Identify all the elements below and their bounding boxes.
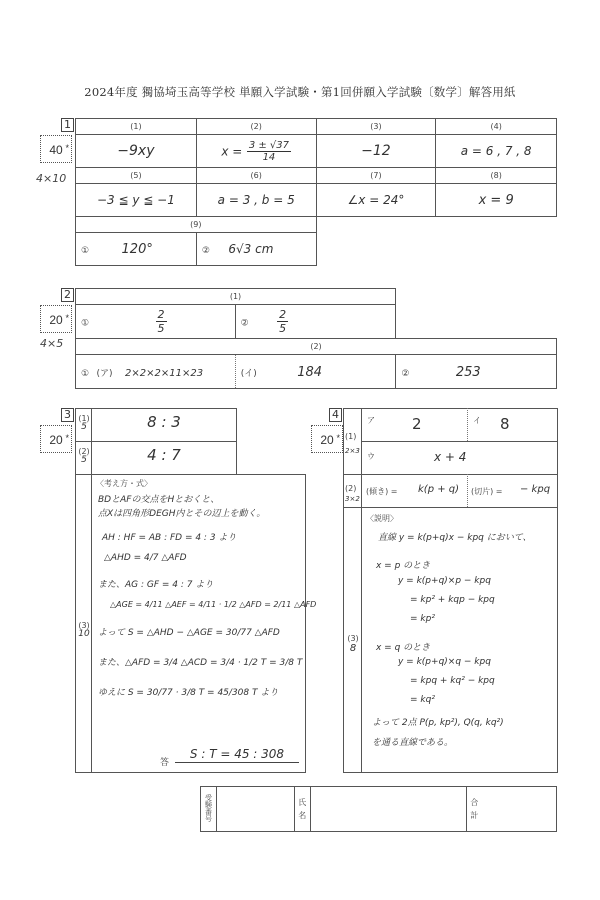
slope-value: k(p + q) xyxy=(418,484,460,495)
part-label: (1) xyxy=(78,414,90,423)
sub-label-u: ウ xyxy=(367,452,375,461)
part-points: 8 xyxy=(349,643,357,654)
label-4-2 xyxy=(345,484,361,504)
answer-1-4[interactable]: a = 6 , 7 , 8 xyxy=(436,135,557,168)
sub-label-i: (イ) xyxy=(240,368,257,379)
answer-1-9-1[interactable] xyxy=(76,233,197,266)
answer-4-u[interactable] xyxy=(362,442,557,474)
answer-1-1[interactable]: −9xy xyxy=(76,135,197,168)
answer-2-1-1-fraction xyxy=(156,308,167,335)
part-label: (3) xyxy=(78,621,90,630)
part-label: (1) xyxy=(345,432,357,441)
answer-table-2-2 xyxy=(75,338,557,389)
label-3-2 xyxy=(78,447,90,465)
numerator: 2 xyxy=(279,308,287,321)
total-label-1: 合 xyxy=(470,798,479,807)
exam-number-field[interactable] xyxy=(216,787,294,832)
answer-4-slope[interactable] xyxy=(362,475,467,507)
numerator: 3 ± √37 xyxy=(248,139,290,151)
explain-line: x = q のとき xyxy=(376,643,431,653)
work-line: よって S = △AHD − △AGE = 30/77 △AFD xyxy=(98,628,280,638)
part-points: 5 xyxy=(81,455,87,465)
header-1-7: (7) xyxy=(316,168,436,184)
answer-3-1[interactable]: 8 : 3 xyxy=(147,413,181,431)
label-3-1 xyxy=(78,414,90,432)
answer-table-1 xyxy=(75,118,557,266)
explain-line: = kp² + kqp − kpq xyxy=(410,595,495,605)
answer-2-1-2-fraction xyxy=(277,308,288,335)
part-label: (2) xyxy=(78,447,90,456)
work-heading: 〈考え方・式〉 xyxy=(96,479,152,488)
blank-cell xyxy=(316,233,556,266)
star-mark: * xyxy=(65,313,69,323)
answer-2-2-1-i-value: 184 xyxy=(297,364,323,380)
star-mark: * xyxy=(65,433,69,443)
circle-number-1: ① xyxy=(81,318,90,329)
explain-heading: 〈説明〉 xyxy=(366,514,398,523)
answer-2-2-1-a[interactable] xyxy=(76,355,236,389)
name-field[interactable] xyxy=(310,787,467,832)
work-line: BDとAFの交点をHとおくと、 xyxy=(98,495,220,505)
sub-label-a: (ア) xyxy=(96,368,113,379)
divider xyxy=(75,441,237,442)
name-label xyxy=(294,787,310,832)
explain-line: よって 2点 P(p, kp²), Q(q, kq²) xyxy=(372,718,504,728)
slope-label: (傾き) = xyxy=(366,487,398,496)
denominator: 5 xyxy=(157,322,165,335)
header-1-6: (6) xyxy=(196,168,316,184)
section-number-2: 2 xyxy=(61,288,74,302)
total-label-2: 計 xyxy=(470,811,479,820)
answer-2-1-2[interactable] xyxy=(235,305,395,339)
work-line: また、AG : GF = 4 : 7 より xyxy=(98,580,214,590)
star-mark: * xyxy=(336,433,340,443)
circle-number-2: ② xyxy=(401,368,410,379)
explain-line: = kpq + kq² − kpq xyxy=(410,676,495,686)
answer-3-3[interactable]: S : T = 45 : 308 xyxy=(175,747,299,763)
answer-1-9-2[interactable] xyxy=(196,233,316,266)
name-label-1: 氏 xyxy=(298,798,307,807)
work-line: AH : HF = AB : FD = 4 : 3 より xyxy=(102,533,237,543)
part-label: (2) xyxy=(345,484,357,493)
sub-label-i: イ xyxy=(473,416,481,425)
point-allocation-1: 4×10 xyxy=(36,172,67,185)
part-points: 3×2 xyxy=(345,495,360,503)
answer-4-i-value: 8 xyxy=(500,415,510,433)
answer-1-6[interactable]: a = 3 , b = 5 xyxy=(196,184,316,217)
header-1-8: (8) xyxy=(436,168,557,184)
work-line: △AGE = 4/11 △AEF = 4/11 · 1/2 △AFD = 2/11 △AFD xyxy=(110,600,317,609)
label-3-3 xyxy=(78,621,90,639)
intercept-label: (切片) = xyxy=(471,487,503,496)
student-info-table xyxy=(200,786,557,832)
part-label: (3) xyxy=(347,634,359,643)
circle-number-1: ① xyxy=(81,368,90,379)
section-number-1: 1 xyxy=(61,118,74,132)
answer-4-intercept[interactable] xyxy=(468,475,557,507)
answer-table-2-1 xyxy=(75,288,396,339)
part-points: 10 xyxy=(78,629,90,639)
work-line: △AHD = 4/7 △AFD xyxy=(104,553,187,563)
explain-line: を通る直線である。 xyxy=(372,738,454,748)
header-2-2: (2) xyxy=(76,339,557,355)
score-value: 20 xyxy=(49,313,63,327)
answer-2-2-2-value: 253 xyxy=(455,364,481,380)
header-1-4: (4) xyxy=(436,119,557,135)
score-box-2[interactable] xyxy=(40,305,72,333)
answer-4-a-value: 2 xyxy=(412,415,422,433)
answer-3-2[interactable]: 4 : 7 xyxy=(147,446,181,464)
label-4-1 xyxy=(345,432,361,456)
answer-1-8[interactable]: x = 9 xyxy=(436,184,557,217)
score-box-3[interactable] xyxy=(40,425,72,453)
header-2-1: (1) xyxy=(76,289,396,305)
sub-label-a: ア xyxy=(367,416,375,425)
answer-1-7[interactable]: ∠x = 24° xyxy=(316,184,436,217)
section-number-3: 3 xyxy=(61,408,74,422)
answer-1-2-fraction xyxy=(247,140,291,163)
explain-line: = kq² xyxy=(410,695,435,705)
explain-line: y = k(p+q)×q − kpq xyxy=(398,657,491,667)
exam-number-label-text: 受験番号 xyxy=(204,794,213,822)
explain-line: y = k(p+q)×p − kpq xyxy=(398,576,491,586)
page-title: 2024年度 獨協埼玉高等学校 単願入学試験・第1回併願入学試験〔数学〕解答用紙 xyxy=(84,85,516,99)
score-box-1[interactable] xyxy=(40,135,72,163)
score-value: 20 xyxy=(49,433,63,447)
answer-2-2-1-a-value: 2×2×2×11×23 xyxy=(125,367,204,379)
circle-number-2: ② xyxy=(240,318,249,329)
denominator: 14 xyxy=(262,151,276,163)
part-points: 5 xyxy=(81,422,87,432)
header-1-9: (9) xyxy=(76,217,317,233)
star-mark: * xyxy=(65,143,69,153)
answer-1-2-prefix: x = xyxy=(221,144,243,158)
work-line: 点Xは四角形DEGH内とその辺上を動く。 xyxy=(98,509,266,519)
label-4-3 xyxy=(345,634,361,654)
point-allocation-2: 4×5 xyxy=(40,337,64,350)
answer-2-2-1-i[interactable] xyxy=(235,355,396,389)
numerator: 2 xyxy=(157,308,165,321)
circle-number-2: ② xyxy=(201,246,210,256)
answer-4-a[interactable] xyxy=(362,409,467,441)
answer-1-9-2-value: 6√3 cm xyxy=(228,242,274,256)
section-number-4: 4 xyxy=(329,408,342,422)
exam-number-label xyxy=(201,787,217,832)
explain-line: = kp² xyxy=(410,614,435,624)
answer-2-2-2[interactable] xyxy=(396,355,557,389)
answer-1-3[interactable]: −12 xyxy=(316,135,436,168)
score-box-4[interactable] xyxy=(311,425,343,453)
intercept-value: − kpq xyxy=(520,484,551,495)
answer-2-1-1[interactable] xyxy=(76,305,236,339)
header-1-5: (5) xyxy=(76,168,197,184)
answer-1-9-1-value: 120° xyxy=(121,242,153,257)
answer-1-2[interactable] xyxy=(196,135,316,168)
name-label-2: 名 xyxy=(298,811,307,820)
part-points: 2×3 xyxy=(345,447,360,455)
work-line: ゆえに S = 30/77 · 3/8 T = 45/308 T より xyxy=(98,688,279,698)
header-1-1: (1) xyxy=(76,119,197,135)
answer-label: 答 xyxy=(160,758,170,768)
answer-4-i[interactable] xyxy=(468,409,557,441)
answer-1-5[interactable]: −3 ≦ y ≦ −1 xyxy=(76,184,197,217)
explain-line: x = p のとき xyxy=(376,561,431,571)
work-line: また、△AFD = 3/4 △ACD = 3/4 · 1/2 T = 3/8 T xyxy=(98,658,303,668)
answer-4-u-value: x + 4 xyxy=(434,450,467,464)
score-value: 40 xyxy=(49,143,63,157)
explain-line: 直線 y = k(p+q)x − kpq において、 xyxy=(378,533,532,543)
header-1-3: (3) xyxy=(316,119,436,135)
score-value: 20 xyxy=(320,433,334,447)
denominator: 5 xyxy=(279,322,287,335)
blank-cell xyxy=(316,217,556,233)
circle-number-1: ① xyxy=(81,246,90,256)
total-field[interactable] xyxy=(467,787,557,832)
header-1-2: (2) xyxy=(196,119,316,135)
